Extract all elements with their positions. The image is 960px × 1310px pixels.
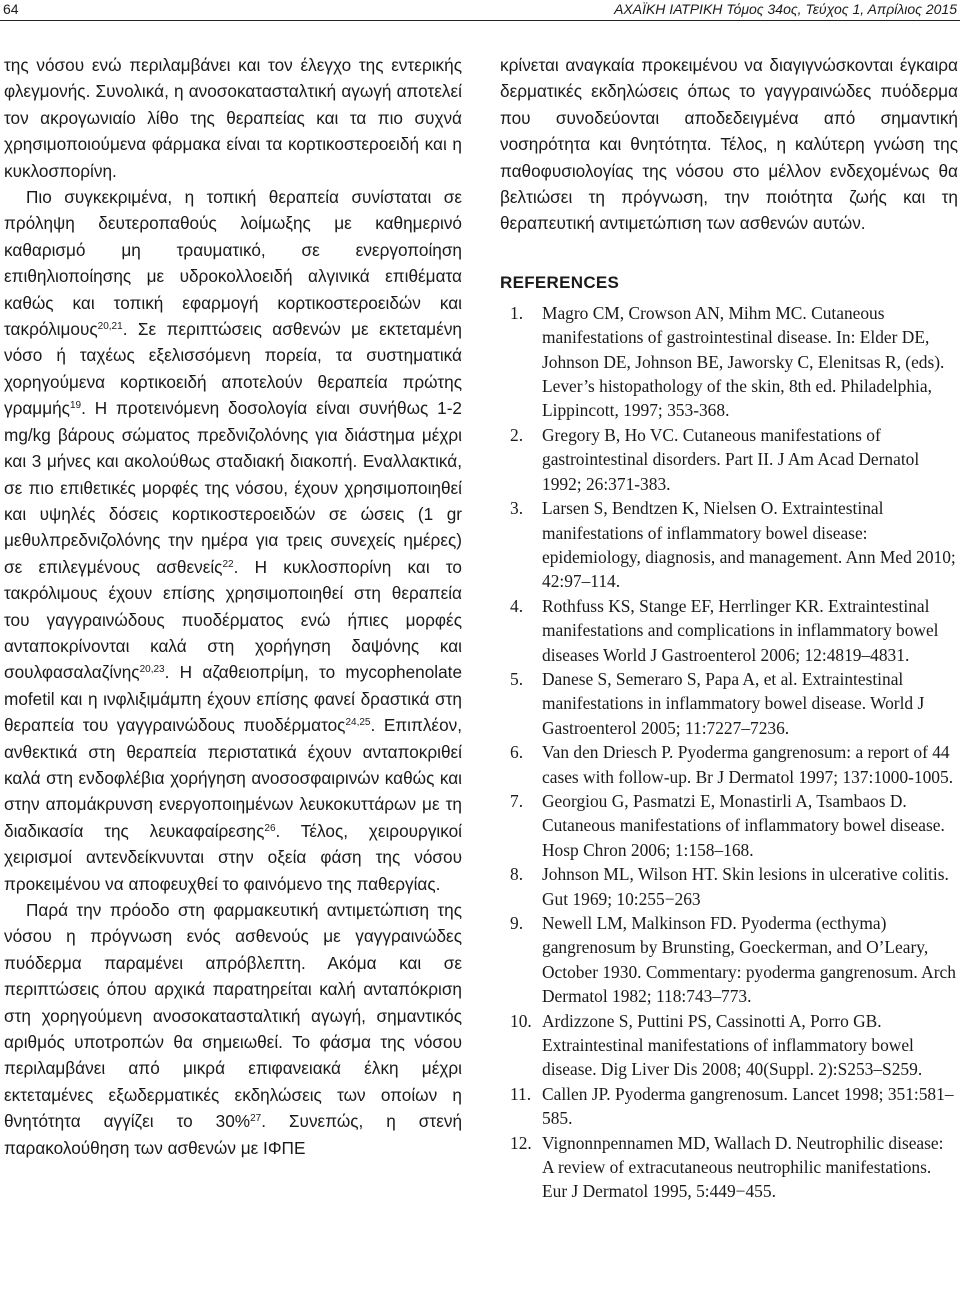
references-heading: REFERENCES [500, 272, 620, 292]
right-column [500, 52, 958, 1204]
reference-number: 5. [510, 668, 524, 689]
reference-number: 12. [510, 1132, 532, 1153]
reference-item [500, 1131, 958, 1204]
text-span: . Συνεπώς, η στενή παρακολούθηση των ασθενών με ΙΦΠΕ [4, 1111, 463, 1158]
header-rule [0, 20, 960, 21]
reference-text: Vignonnpennamen MD, Wallach D. Neutrophilic disease: A review of extracutaneous neutrophilic manifestations. Eur J Dermatol 1995, 5:449−455. [542, 1132, 944, 1202]
text-span: . Η προτεινόμενη δοσολογία είναι συνήθως 1-2 mg/kg βάρους σώματος πρεδνιζολόνης για διάστημα μέχρι και 3 μήνες και ακολούθως σταδιακή διακοπή. Εναλλακτικά, σε πιο επιθετικές μορφές της νόσου, έχουν χρησιμοποιηθεί και υψηλές δόσεις κορτικοστεροειδών σε ώσεις (1 gr μεθυλπρεδνιζολόνης την ημέρα για τρεις συνεχείς ημέρες) σε επιλεγμένους ασθενείς [4, 398, 462, 577]
reference-item [500, 740, 958, 789]
journal-title: ΑΧΑΪΚΗ ΙΑΤΡΙΚΗ Τόμος 34ος, Τεύχος 1, Απρίλιος 2015 [614, 1, 957, 17]
reference-item [500, 789, 958, 862]
reference-item [500, 911, 958, 1009]
reference-text: Magro CM, Crowson AN, Mihm MC. Cutaneous manifestations of gastrointestinal disease. In: Elder DE, Johnson DE, Johnson BE, Jaworsky C, Elenitsas R, (eds). Lever’s histopathology of the skin, 8th ed. Philadelphia, Lippincott, 1997; 353-368. [542, 302, 945, 421]
text-span: . Η αζαθειοπρίμη, το mycophenolate mofetil και η ινφλιξιμάμπη έχουν επίσης φανεί δραστικά στη θεραπεία του γαγγραινώδους πυοδέρματος [4, 662, 462, 736]
paragraph-treatment [4, 184, 462, 897]
reference-item [500, 423, 958, 496]
citation: 24,25 [345, 717, 371, 729]
reference-list [500, 301, 958, 1204]
reference-text: Larsen S, Bendtzen K, Nielsen O. Extraintestinal manifestations of inflammatory bowel disease: epidemiology, diagnosis, and management. Ann Med 2010; 42:97–114. [542, 498, 956, 592]
text-span: . Η κυκλοσπορίνη και το τακρόλιμους έχουν επίσης χρησιμοποιηθεί στη θεραπεία του γαγγραινώδους πυοδέρματος ενώ ήπιες μορφές ανταποκρίνονται καλά στη χορήγηση δαψόνης και σουλφασαλαζίνης [4, 556, 462, 683]
page-number: 64 [3, 1, 19, 17]
text-span: . Σε περιπτώσεις ασθενών με εκτεταμένη νόσο ή ταχέως εξελισσόμενη πορεία, τα συστηματικά χορηγούμενα κορτικοειδή αποτελούν θεραπεία πρώτης γραμμής [4, 319, 462, 419]
reference-number: 6. [510, 742, 524, 763]
reference-number: 4. [510, 595, 524, 616]
paragraph-intro: της νόσου ενώ περιλαμβάνει και τον έλεγχο της εντερικής φλεγμονής. Συνολικά, η ανοσοκατασταλτική αγωγή αποτελεί τον ακρογωνιαίο λίθο της θεραπείας και τα πιο συχνά χρησιμοποιούμενα φάρμακα είναι τα κορτικοστεροειδή και η κυκλοσπορίνη. [4, 55, 462, 181]
reference-text: Newell LM, Malkinson FD. Pyoderma (ecthyma) gangrenosum by Brunsting, Goeckerman, and O’Leary, October 1930. Commentary: pyoderma gangrenosum. Arch Dermatol 1982; 118:743–773. [542, 913, 956, 1007]
left-column [4, 52, 462, 1161]
paragraph-conclusion: κρίνεται αναγκαία προκειμένου να διαγιγνώσκονται έγκαιρα δερματικές εκδηλώσεις όπως το γαγγραινώδες πυόδερμα που συνοδεύονται αποδεδειγμένα από σημαντική νοσηρότητα και θνητότητα. Τέλος, η καλύτερη γνώση της παθοφυσιολογίας της νόσου στο μέλλον ενδεχομένως θα βελτιώσει τη πρόγνωση, την ποιότητα ζωής και τη θεραπευτική αντιμετώπιση των ασθενών αυτών. [500, 55, 958, 234]
reference-item [500, 862, 958, 911]
reference-number: 8. [510, 864, 524, 885]
text-span: Παρά την πρόοδο στη φαρμακευτική αντιμετώπιση της νόσου η πρόγνωση ενός ασθενούς με γαγγραινώδες πυόδερμα παραμένει απρόβλεπτη. Ακόμα και σε περιπτώσεις όπου αρχικά παρατηρείται καλή ανταπόκριση στη χορηγούμενη ανοσοκατασταλτική αγωγή, σημαντικός αριθμός υποτροπών θα σημειωθεί. Το φάσμα της νόσου περιλαμβάνει από μικρά επιφανειακά έλκη μέχρι εκτεταμένες εξωδερματικές εκδηλώσεις των οποίων η θνητότητα αγγίζει το 30% [4, 900, 462, 1132]
reference-text: Gregory B, Ho VC. Cutaneous manifestations of gastrointestinal disorders. Part II. J Am Acad Dernatol 1992; 26:371-383. [542, 424, 920, 494]
paragraph-prognosis [4, 897, 462, 1161]
page-header [0, 0, 960, 22]
text-span: Πιο συγκεκριμένα, η τοπική θεραπεία συνίσταται σε πρόληψη δευτεροπαθούς λοίμωξης με καθημερινό καθαρισμό μη τραυματικό, σε ενεργοποίηση επιθηλιοποίησης με υδροκολλοειδή αλγινικά επιθέματα καθώς και τοπική εφαρμογή κορτικοστεροειδών και τακρόλιμους [4, 187, 462, 340]
citation: 26 [264, 822, 276, 834]
reference-number: 7. [510, 790, 524, 811]
reference-number: 2. [510, 424, 524, 445]
reference-number: 3. [510, 498, 524, 519]
citation: 22 [222, 558, 234, 570]
citation: 19 [69, 400, 82, 412]
reference-item [500, 667, 958, 740]
reference-item [500, 496, 958, 594]
citation: 20,21 [97, 321, 123, 333]
reference-text: Georgiou G, Pasmatzi E, Monastirli A, Tsambaos D. Cutaneous manifestations of inflammatory bowel disease. Hosp Chron 2006; 1:158–168. [542, 790, 945, 860]
text-span: . Τέλος, χειρουργικοί χειρισμοί αντενδείκνυνται στην οξεία φάση της νόσου προκειμένου να αποφευχθεί το φαινόμενο της παθεργίας. [4, 820, 462, 894]
reference-text: Ardizzone S, Puttini PS, Cassinotti A, Porro GB. Extraintestinal manifestations of inflammatory bowel disease. Dig Liver Dis 2008; 40(Suppl. 2):S253–S259. [542, 1010, 923, 1080]
reference-item [500, 1009, 958, 1082]
reference-text: Van den Driesch P. Pyoderma gangrenosum: a report of 44 cases with follow-up. Br J Dermatol 1997; 137:1000-1005. [542, 742, 954, 787]
citation: 27 [250, 1113, 262, 1125]
text-span: . Επιπλέον, ανθεκτικά στη θεραπεία περιστατικά έχουν ανταποκριθεί καλά στη ενδοφλέβια χορήγηση ανοσοσφαιρινών καθώς και στην απομάκρυνση ενεργοποιημένων λευκοκυττάρων με τη διαδικασία της λευκαφαίρεσης [4, 715, 462, 841]
reference-text: Danese S, Semeraro S, Papa A, et al. Extraintestinal manifestations in inflammatory bowel disease. World J Gastroenterol 2005; 11:7227–7236. [542, 668, 925, 738]
reference-text: Rothfuss KS, Stange EF, Herrlinger KR. Extraintestinal manifestations and complications in inflammatory bowel diseases World J Gastroenterol 2006; 12:4819–4831. [542, 595, 939, 665]
reference-number: 11. [510, 1083, 532, 1104]
reference-text: Johnson ML, Wilson HT. Skin lesions in ulcerative colitis. Gut 1969; 10:255−263 [542, 864, 949, 909]
citation: 20,23 [139, 664, 165, 676]
reference-number: 1. [510, 302, 524, 323]
reference-text: Callen JP. Pyoderma gangrenosum. Lancet 1998; 351:581–585. [542, 1083, 954, 1129]
reference-number: 9. [510, 913, 524, 933]
reference-number: 10. [510, 1010, 532, 1031]
reference-item [500, 594, 958, 667]
reference-item [500, 301, 958, 423]
reference-item [500, 1082, 958, 1131]
